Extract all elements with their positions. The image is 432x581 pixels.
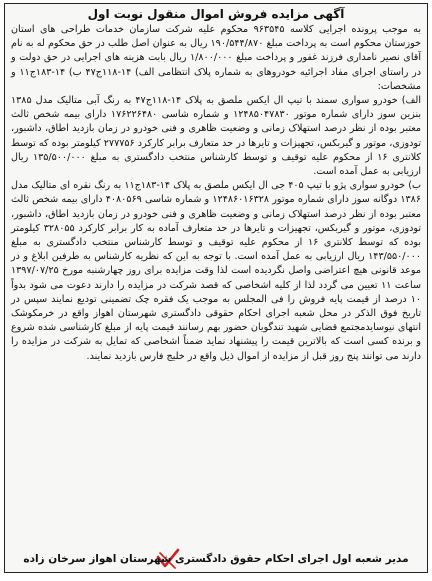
notice-title: آگهی مزایده فروش اموال منقول نوبت اول bbox=[87, 7, 345, 21]
notice-paragraph-intro: به موجب پرونده اجرایی کلاسه ۹۶۳۵۴۵ محکوم علیه شرکت سازمان خدمات طراحی های استان خوزستان محکوم است به پرداخت مبلغ ۱۹۰/۵۴۴/۸۷۰ ریال به عنوان اصل طلب در حق محکوم له به نام آقای نصیر نامداری فرزند غفور و پرداخت مبلغ ۱/۸۰۰/۰۰۰ ریال بابت هزینه های اجرایی در حق دولت و در راستای اجرای مفاد اجرائیه خودروهای به شماره پلاک انتظامی الف) ۱۴-۱۱۸ج۴۷ ب) ۱۴-۱۸۳ج۱۱ و مشخصات: bbox=[11, 24, 422, 92]
notice-paragraph-vehicle-a: الف) خودرو سواری سمند با تیپ ال ایکس ملصق به پلاک ۱۴-۱۱۸ج۴۷ به رنگ آبی متالیک مدل ۱۳۸۵ بنزین سوز دارای شماره موتور ۱۲۴۸۵۰۴۷۸۳۰ و شماره شاسی ۱۷۶۲۲۶۴۸۰ دارای بیمه شخص ثالث معتبر بوده از نظر درصد استهلاک زمانی و وضعیت ظاهری و فنی خودرو در زمان بازدید اطاق، داشبور، تودوزی، موتور و گیربکس، تجهیزات و تایرها در حد متعارف برابر کارکرد ۲۷۷۷۵۶ کیلومتر بوده که توسط کلانتری ۱۶ از محکوم علیه توقیف و توسط کارشناس منتخب دادگستری به مبلغ ۱۳۵/۵۰۰/۰۰۰ ریال ارزیابی به عمل آمده است. bbox=[11, 95, 422, 178]
notice-signature: مدیر شعبه اول اجرای احکام حقوق دادگستری شهرستان اهواز سرخان زاده bbox=[23, 553, 409, 565]
notice-body bbox=[5, 23, 427, 364]
notice-paragraph-vehicle-b: ب) خودرو سواری پژو با تیپ ۴۰۵ جی ال ایکس ملصق به پلاک ۱۴-۱۸۳ج۱۱ به رنگ نقره ای متالیک مدل ۱۳۸۶ دوگانه سوز دارای شماره موتور ۱۲۴۸۶۰۱۶۳۲۸ و شماره شاسی ۴۰۸۰۵۶۹ دارای بیمه شخص ثالث معتبر بوده از نظر درصد استهلاک زمانی و وضعیت ظاهری و فنی خودرو در زمان بازدید اطاق، داشبور، تودوزی، موتور و گیربکس، تجهیزات و تایرها در حد متعارف آماده به کار برابر کارکرد ۳۲۸۰۵۵ کیلومتر بوده که توسط کلانتری ۱۶ از محکوم علیه توقیف و توسط کارشناس منتخب دادگستری به مبلغ ۱۴۳/۵۵۰/۰۰۰ ریال ارزیابی به عمل آمده است. با توجه به این که نظریه کارشناس به طرفین ابلاغ و در موعد قانونی هیچ اعتراضی واصل نگردیده است لذا وقت مزایده برای روز چهارشنبه مورخ ۱۳۹۷/۰۷/۲۵ ساعت ۱۱ تعیین می گردد لذا از کلیه اشخاصی که قصد شرکت در مزایده را دارند دعوت می شود بدواً ۱۰ درصد از قیمت پایه فروش را فی المجلس به موجب یک فقره چک تضمینی تودیع نمایند سپس در تاریخ فوق الذکر در محل شعبه اجرای احکام حقوقی دادگستری شهرستان اهواز واقع در خرمکوشک انتهای نیوسایدمجتمع قضایی شهید تندگویان حضور بهم رسانند قیمت پایه از مبلغ کارشناسی شده شروع و برنده کسی است که بالاترین قیمت را پیشنهاد نماید ضمناً اشخاصی که تمایل به شرکت در مزایده را دارند می توانند پنج روز قبل از مزایده از اموال ذیل واقع در خلیج فارس بازدید نمایند. bbox=[11, 180, 422, 362]
notice-page bbox=[4, 3, 428, 573]
